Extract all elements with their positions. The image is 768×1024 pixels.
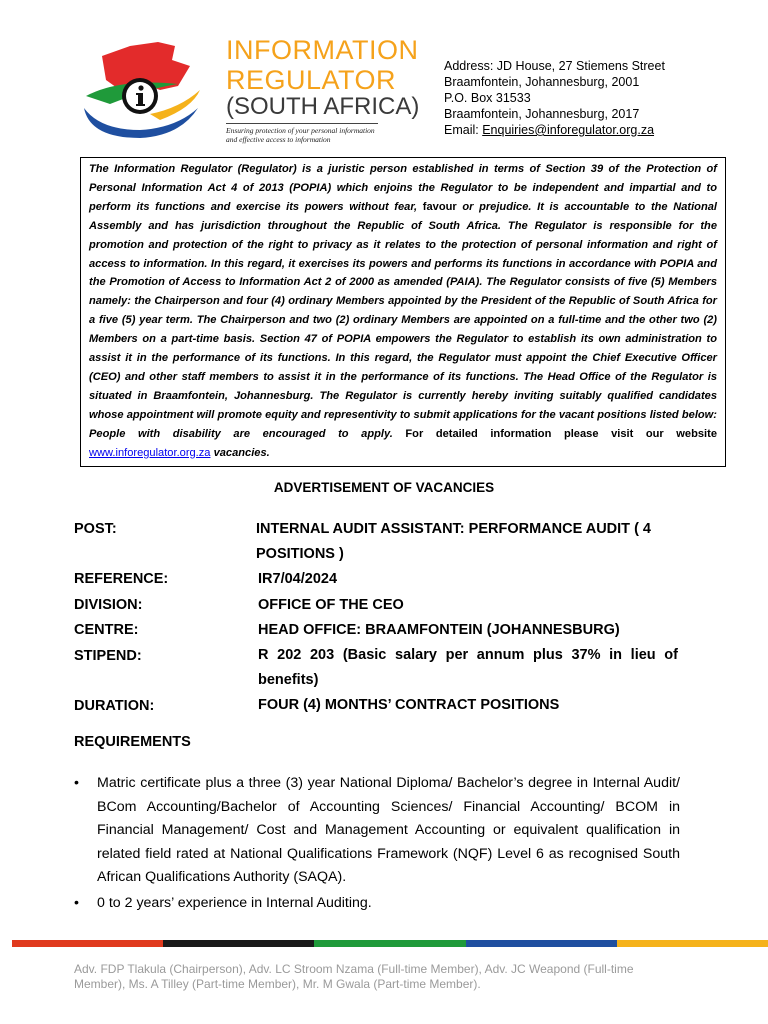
stripe-segment bbox=[466, 940, 617, 947]
list-item-text: 0 to 2 years’ experience in Internal Auditing. bbox=[97, 894, 372, 911]
post-label: POST: bbox=[74, 521, 117, 537]
list-item bbox=[74, 892, 680, 916]
division-value: OFFICE OF THE CEO bbox=[258, 597, 404, 613]
reference-value: IR7/04/2024 bbox=[258, 571, 338, 587]
address-line-3: P.O. Box 31533 bbox=[444, 91, 531, 105]
logo-divider bbox=[226, 123, 378, 124]
requirements-heading: REQUIREMENTS bbox=[74, 734, 191, 750]
intro-text-b: or prejudice. It is accountable to the National Assembly and has jurisdiction throughout the Republic of South Africa. The Regulator is responsible for the promotion and protection of the right to privacy as it relates to the protection of personal information and right of access to information. In this regard, it exercises its powers and performs its functions in accordance with POPIA and the Promotion of Access to Information Act 2 of 2000 as amended (PAIA). The Regulator consists of five (5) Members namely: the Chairperson and four (4) ordinary Members appointed by the President of the Republic of South Africa for a five (5) year term. The Chairperson and two (2) ordinary Members are appointed on a full-time and the other two (2) Members on a part-time basis. Section 47 of POPIA empowers the Regulator to establish its own administration to assist it in the performance of its functions. In this regard, the Regulator must appoint the Chief Executive Officer (CEO) and other staff members to assist it in the performance of its functions. The Head Office of the Regulator is situated in Braamfontein, Johannesburg. The Regulator is currently hereby inviting suitably qualified candidates whose appointment will promote equity and representivity to submit applications for the vacant positions listed below: People with disability are encouraged to apply. bbox=[89, 200, 717, 440]
stripe-segment bbox=[314, 940, 465, 947]
intro-detail: For detailed information please visit our website bbox=[405, 427, 717, 440]
logo-tagline bbox=[226, 126, 375, 144]
stripe-segment bbox=[617, 940, 768, 947]
logo-line-3: (SOUTH AFRICA) bbox=[226, 93, 420, 120]
intro-text-a: The Information Regulator (Regulator) is a juristic person established in terms of Section 39 of the Protection of Personal Information Act 4 of 2013 (POPIA) which enjoins the Regulator to be independent and impartial and to perform its functions and exercise its powers without fear, bbox=[89, 163, 717, 213]
email-label: Email: bbox=[444, 123, 483, 137]
list-item bbox=[74, 772, 680, 890]
address-line-1: Address: JD House, 27 Stiemens Street bbox=[444, 59, 665, 73]
page-title: ADVERTISEMENT OF VACANCIES bbox=[273, 480, 495, 495]
list-item-text: Matric certificate plus a three (3) year National Diploma/ Bachelor’s degree in Internal Audit/ BCom Accounting/Bachelor of Accounting Sciences/ Financial Accounting/ BCOM in Financial Management/ Cost and Management Accounting or equivalent qualification in related field rated at National Qualifications Framework (NQF) Level 6 as recognised South African Qualifications Authority (SAQA). bbox=[97, 775, 680, 886]
website-link[interactable]: www.inforegulator.org.za bbox=[89, 446, 211, 459]
centre-value: HEAD OFFICE: BRAAMFONTEIN (JOHANNESBURG) bbox=[258, 622, 620, 638]
footer-members: Adv. FDP Tlakula (Chairperson), Adv. LC Stroom Nzama (Full-time Member), Adv. JC Weapond (Full-time Member), Ms. A Tilley (Part-time Member), Mr. M Gwala (Part-time Member). bbox=[74, 962, 634, 991]
stripe-segments bbox=[12, 940, 768, 947]
bullet-icon: • bbox=[74, 775, 79, 791]
footer-colour-stripe bbox=[12, 940, 768, 947]
stipend-value: R 202 203 (Basic salary per annum plus 37% in lieu of benefits) bbox=[258, 647, 678, 688]
info-regulator-map-icon bbox=[80, 38, 220, 148]
intro-box bbox=[80, 157, 726, 467]
intro-suffix: vacancies. bbox=[210, 446, 270, 459]
address-line-2: Braamfontein, Johannesburg, 2001 bbox=[444, 75, 640, 89]
logo-line-1: INFORMATION bbox=[226, 35, 419, 65]
reference-label: REFERENCE: bbox=[74, 571, 169, 587]
intro-favour: favour bbox=[422, 200, 457, 213]
requirements-list bbox=[74, 772, 680, 918]
logo-tagline-2: and effective access to information bbox=[226, 135, 331, 144]
address-block bbox=[444, 58, 665, 138]
division-label: DIVISION: bbox=[74, 597, 143, 613]
duration-label: DURATION: bbox=[74, 698, 155, 714]
email-link[interactable]: Enquiries@inforegulator.org.za bbox=[482, 123, 655, 137]
bullet-icon: • bbox=[74, 894, 79, 911]
address-email-row bbox=[444, 122, 665, 138]
logo-line-2: REGULATOR bbox=[226, 65, 397, 95]
address-line-4: Braamfontein, Johannesburg, 2017 bbox=[444, 107, 640, 121]
duration-value: FOUR (4) MONTHS’ CONTRACT POSITIONS bbox=[258, 697, 560, 713]
post-value: INTERNAL AUDIT ASSISTANT: PERFORMANCE AUDIT ( 4 POSITIONS ) bbox=[256, 521, 651, 562]
stipend-label: STIPEND: bbox=[74, 648, 142, 664]
logo-tagline-1: Ensuring protection of your personal information bbox=[226, 126, 375, 135]
centre-label: CENTRE: bbox=[74, 622, 139, 638]
stripe-segment bbox=[163, 940, 314, 947]
stripe-segment bbox=[12, 940, 163, 947]
